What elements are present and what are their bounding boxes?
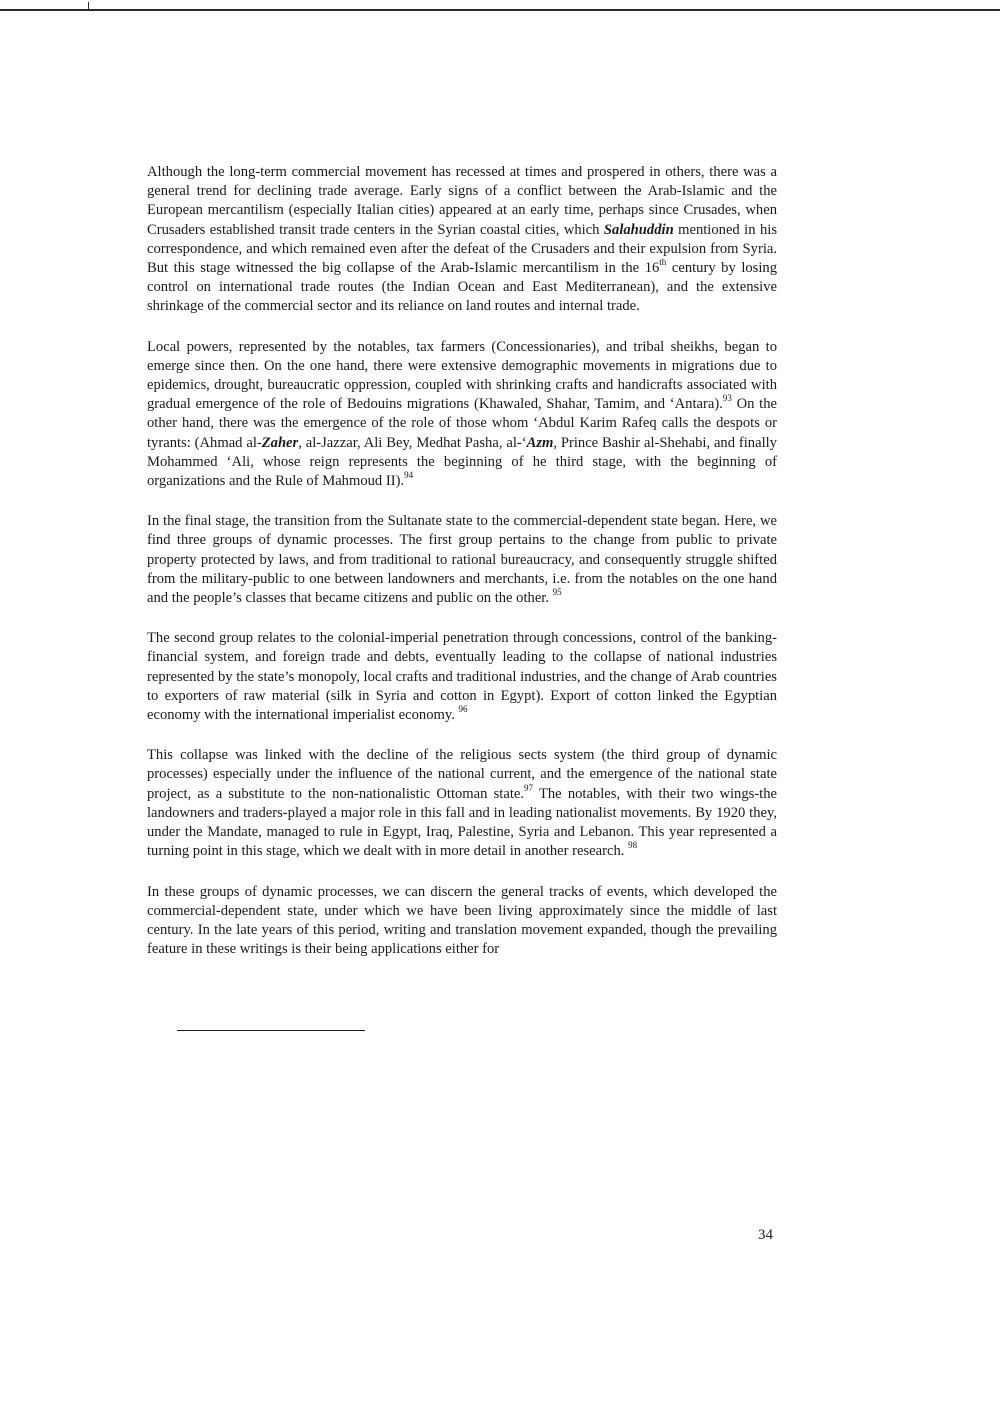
text-run: Local powers, represented by the notables, tax farmers (Concessionaries), and tribal sheikhs, began to emerge since then. On the one hand, there were extensive demographic movements in migrations due to epidemics, drought, bureaucratic oppression, coupled with shrinking crafts and handicrafts associated with gradual emergence of the role of Bedouins migrations (Khawaled, Shahar, Tamim, and ‘Antara). — [147, 338, 777, 413]
footnote-reference: 98 — [628, 840, 638, 851]
paragraph — [147, 338, 777, 492]
footnote-reference: 95 — [552, 587, 562, 598]
text-run: In the final stage, the transition from the Sultanate state to the commercial-dependent state began. Here, we find three groups of dynamic processes. The first group pertains to the change from public to private property protected by laws, and from traditional to rational bureaucracy, and consequently struggle shifted from the military-public to one between landowners and merchants, i.e. from the notables on the one hand and the people’s classes that became citizens and public on the other. — [147, 513, 777, 607]
text-run: The notables, with their two wings-the landowners and traders-played a major role in this fall and in leading nationalist movements. By 1920 they, under the Mandate, managed to rule in Egypt, Iraq, Palestine, Syria and Lebanon. This year represented a turning point in this stage, which we dealt with in more detail in another research. — [147, 785, 778, 860]
text-run: On the other hand, there was the emergence of the role of those whom ‘Abdul Karim Rafeq calls the despots or tyrants: (Ahmad al- — [147, 396, 777, 451]
footnote-reference: 94 — [404, 470, 414, 481]
paragraph — [147, 883, 777, 960]
body-text — [147, 163, 777, 980]
footnote-reference: 96 — [458, 704, 468, 715]
text-run: The second group relates to the colonial-imperial penetration through concessions, control of the banking-financial system, and foreign trade and debts, eventually leading to the collapse of national industries represented by the state’s monopoly, local crafts and traditional industries, and the change of Arab countries to exporters of raw material (silk in Syria and cotton in Egypt). Export of cotton linked the Egyptian economy with the international imperialist economy. — [147, 630, 777, 724]
paragraph — [147, 512, 777, 608]
footnote-reference: 97 — [524, 782, 534, 793]
footnote-reference: th — [659, 257, 667, 268]
text-run: In these groups of dynamic processes, we can discern the general tracks of events, which developed the commercial-dependent state, under which we have been living approximately since the middle of last century. In the late years of this period, writing and translation movement expanded, though the prevailing feature in these writings is their being applications either for — [147, 883, 777, 958]
paragraph — [147, 629, 777, 725]
text-run: Although the long-term commercial movement has recessed at times and prospered in others, there was a general trend for declining trade average. Early signs of a conflict between the Arab-Islamic and the European mercantilism (especially Italian cities) appeared at an early time, perhaps since Crusades, when Crusaders established transit trade centers in the Syrian coastal cities, which — [147, 164, 777, 238]
page-number: 34 — [758, 1227, 773, 1243]
text-run: , Prince Bashir al-Shehabi, and finally Mohammed ‘Ali, whose reign represents the beginning of he third stage, with the beginning of organizations and the Rule of Mahmoud II). — [147, 434, 777, 490]
emphasized-name: Zaher — [261, 434, 299, 451]
paragraph — [147, 163, 777, 317]
text-run: This collapse was linked with the decline of the religious sects system (the third group of dynamic processes) especially under the influence of the national current, and the emergence of the national state project, as a substitute to the non-nationalistic Ottoman state. — [147, 747, 777, 802]
scan-edge-line — [0, 9, 1000, 11]
paragraph — [147, 746, 777, 861]
text-run: mentioned in his correspondence, and which remained even after the defeat of the Crusaders and their expulsion from Syria. But this stage witnessed the big collapse of the Arab-Islamic mercantilism in the 16 — [147, 221, 777, 277]
emphasized-name: Azm — [526, 434, 554, 451]
text-run: century by losing control on international trade routes (the Indian Ocean and East Mediterranean), and the extensive shrinkage of the commercial sector and its reliance on land routes and internal trade. — [147, 260, 777, 315]
emphasized-name: Salahuddin — [603, 221, 674, 238]
text-run: , al-Jazzar, Ali Bey, Medhat Pasha, al-‘ — [298, 434, 527, 451]
footnote-separator — [177, 1030, 365, 1031]
scan-edge-mark — [88, 2, 89, 10]
footnote-reference: 93 — [722, 393, 732, 404]
